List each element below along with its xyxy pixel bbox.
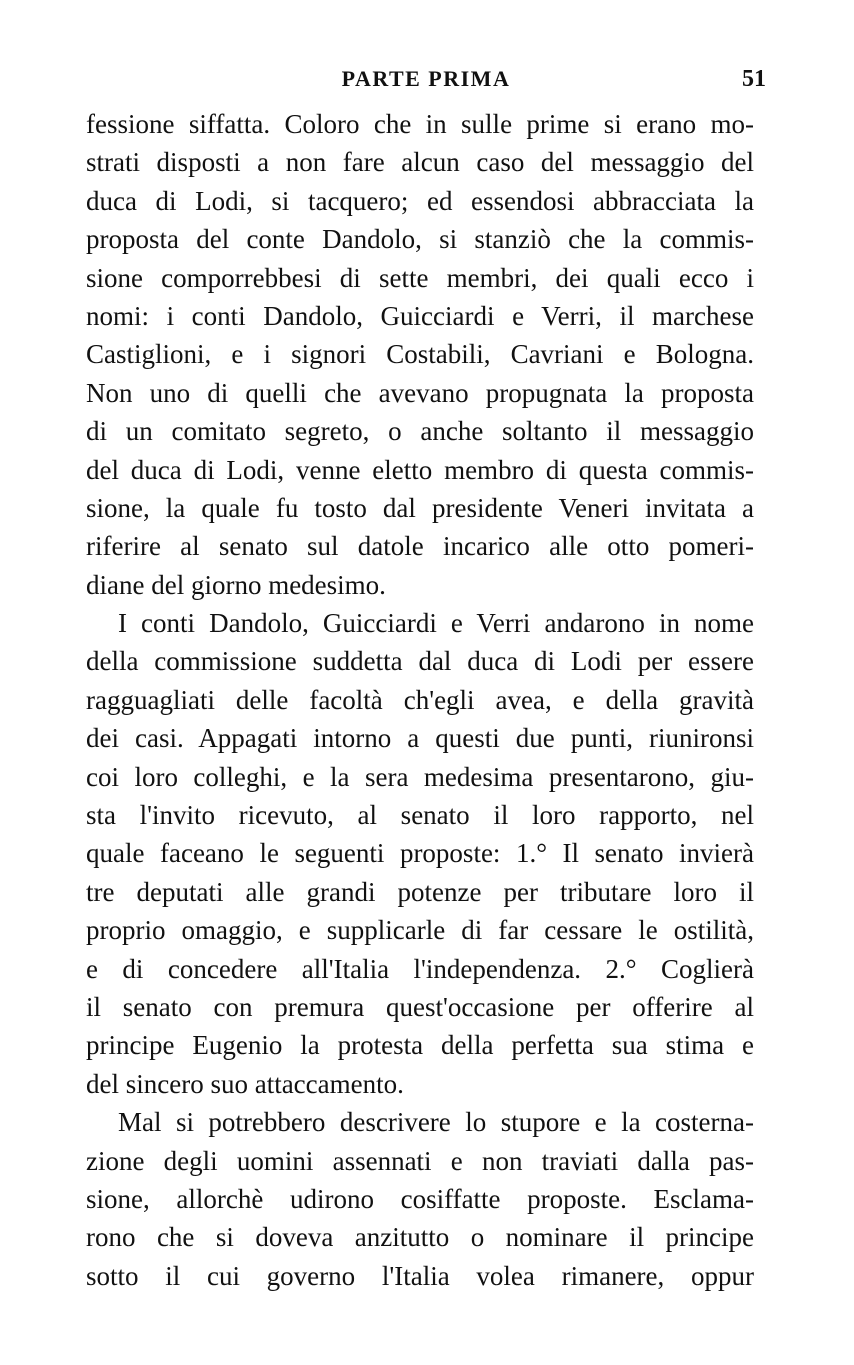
text-line: zione degli uomini assennati e non traviati dalla pas-	[86, 1145, 754, 1176]
text-line: del sincero suo attaccamento.	[86, 1068, 404, 1099]
text-line: I conti Dandolo, Guicciardi e Verri andarono in nome	[118, 608, 754, 639]
running-head	[86, 66, 766, 96]
text-line: duca di Lodi, si tacquero; ed essendosi abbracciata la	[86, 185, 754, 216]
text-line: sta l'invito ricevuto, al senato il loro rapporto, nel	[86, 800, 754, 831]
text-line: rono che si doveva anzitutto o nominare il principe	[86, 1222, 754, 1253]
text-line: coi loro colleghi, e la sera medesima presentarono, giu-	[86, 761, 754, 792]
text-line: proposta del conte Dandolo, si stanziò che la commis-	[86, 224, 754, 255]
text-line: e di concedere all'Italia l'independenza. 2.° Coglierà	[86, 953, 754, 984]
text-line: riferire al senato sul datole incarico alle otto pomeri-	[86, 531, 754, 562]
paragraph	[86, 105, 754, 604]
text-line: ragguagliati delle facoltà ch'egli avea, e della gravità	[86, 684, 754, 715]
text-line: il senato con premura quest'occasione per offerire al	[86, 991, 754, 1022]
text-line: diane del giorno medesimo.	[86, 569, 386, 600]
text-line: nomi: i conti Dandolo, Guicciardi e Verri, il marchese	[86, 300, 754, 331]
text-line: strati disposti a non fare alcun caso del messaggio del	[86, 147, 754, 178]
text-line: fessione siffatta. Coloro che in sulle prime si erano mo-	[86, 109, 754, 139]
text-line: di un comitato segreto, o anche soltanto il messaggio	[86, 416, 754, 447]
text-line: Castiglioni, e i signori Costabili, Cavriani e Bologna.	[86, 339, 754, 370]
body-text	[86, 105, 754, 1295]
text-line: sione comporrebbesi di sette membri, dei quali ecco i	[86, 262, 754, 293]
text-line: sione, allorchè udirono cosiffatte proposte. Esclama-	[86, 1183, 754, 1214]
running-head-title: PARTE PRIMA	[341, 66, 511, 91]
text-line: sotto il cui governo l'Italia volea rimanere, oppur	[86, 1260, 754, 1291]
text-line: Mal si potrebbero descrivere lo stupore e la costerna-	[118, 1107, 754, 1138]
text-line: dei casi. Appagati intorno a questi due punti, riunironsi	[86, 723, 754, 754]
text-line: del duca di Lodi, venne eletto membro di questa commis-	[86, 454, 754, 485]
paragraph	[86, 1103, 754, 1295]
text-line: quale faceano le seguenti proposte: 1.° Il senato invierà	[86, 838, 754, 869]
text-line: proprio omaggio, e supplicarle di far cessare le ostilità,	[86, 915, 754, 946]
text-line: Non uno di quelli che avevano propugnata la proposta	[86, 377, 754, 408]
paragraph	[86, 604, 754, 1103]
page-number: 51	[742, 66, 766, 92]
text-line: principe Eugenio la protesta della perfetta sua stima e	[86, 1030, 754, 1061]
text-line: della commissione suddetta dal duca di Lodi per essere	[86, 646, 754, 677]
text-line: sione, la quale fu tosto dal presidente Veneri invitata a	[86, 492, 754, 523]
text-line: tre deputati alle grandi potenze per tributare loro il	[86, 876, 754, 907]
